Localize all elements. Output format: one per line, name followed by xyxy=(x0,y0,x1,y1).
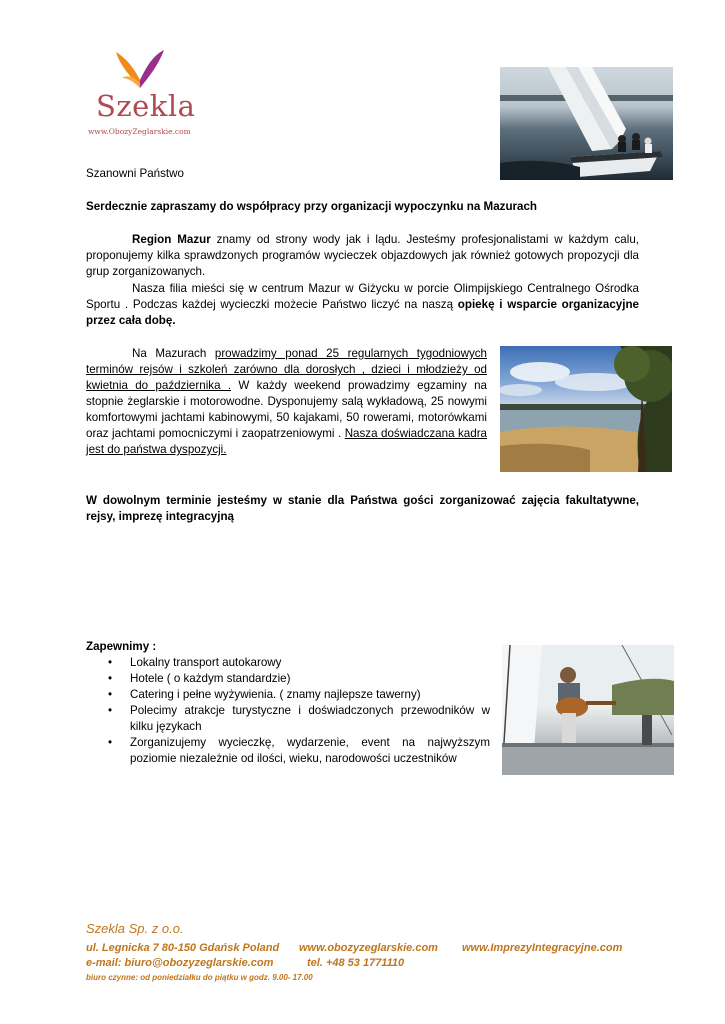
list-item xyxy=(86,703,490,735)
paragraph-cruises-text: W każdy weekend prowadzimy egzaminy na stopnie żeglarskie i motorowodne. Dysponujemy salą wykładową, 25 nowymi komfortowymi jachtami kabinowymi, 50 kajakami, 50 rowerami, motorówkami oraz jachtami pomocniczymi i zaopatrzeniowymi . xyxy=(86,379,487,440)
service-text: Zorganizujemy wycieczkę, wydarzenie, event na najwyższym poziomie niezależnie od ilości, wieku, narodowości uczestników xyxy=(130,736,490,765)
paragraph-branch xyxy=(86,281,639,329)
butterfly-logo-icon xyxy=(114,48,166,92)
care-support-bold: opiekę i wsparcie organizacyjne przez cała dobę. xyxy=(86,298,639,327)
logo-wordmark: Szekla xyxy=(96,89,196,123)
staff-underlined: Nasza doświadczana kadra jest do państwa dyspozycji. xyxy=(86,427,487,456)
list-item xyxy=(86,687,490,703)
letter-heading: Serdecznie zapraszamy do współpracy przy organizacji wypoczynku na Mazurach xyxy=(86,200,538,213)
paragraph-cruises xyxy=(86,346,487,458)
services-heading: Zapewnimy : xyxy=(86,640,157,653)
service-text: Hotele ( o każdym standardzie) xyxy=(130,672,291,685)
footer-email[interactable]: e-mail: biuro@obozyzeglarskie.com xyxy=(86,957,274,969)
cruises-underlined: prowadzimy ponad 25 regularnych tygodniowych terminów rejsów i szkoleń zarówno dla dorosłych , dzieci i młodzieży od kwietnia do października . xyxy=(86,347,487,392)
footer-address: ul. Legnicka 7 80-150 Gdańsk Poland xyxy=(86,942,280,954)
bullet: • xyxy=(108,656,113,669)
logo-url: www.ObozyZeglarskie.com xyxy=(88,127,191,136)
footer-website-1[interactable]: www.obozyzeglarskie.com xyxy=(299,942,438,954)
bullet: • xyxy=(108,688,113,701)
services-list xyxy=(86,655,490,767)
bullet: • xyxy=(108,672,113,685)
paragraph-optional-activities: W dowolnym terminie jesteśmy w stanie dla Państwa gości zorganizować zajęcia fakultatywne, rejsy, imprezę integracyjną xyxy=(86,494,639,523)
list-item xyxy=(86,671,490,687)
service-text: Polecimy atrakcje turystyczne i doświadczonych przewodników w kilku językach xyxy=(130,704,490,733)
bullet: • xyxy=(108,736,113,749)
paragraph-region xyxy=(86,232,639,280)
paragraph-branch-text: Nasza filia mieści się w centrum Mazur w Giżycku w porcie Olimpijskiego Centralnego Ośrodka Sportu . Podczas każdej wycieczki możecie Państwo liczyć na naszą xyxy=(86,282,639,311)
list-item xyxy=(86,735,490,767)
region-mazur-bold: Region Mazur xyxy=(132,233,211,246)
service-text: Lokalny transport autokarowy xyxy=(130,656,282,669)
footer-website-2[interactable]: www.ImprezyIntegracyjne.com xyxy=(462,942,623,954)
lake-shore-photo xyxy=(500,346,672,472)
paragraph-region-text: znamy od strony wody jak i lądu. Jesteśmy profesjonalistami w każdym calu, proponujemy kilka sprawdzonych programów wycieczek objazdowych jak również gotowych propozycji dla grup zorganizowanych. xyxy=(86,233,639,278)
sailing-yacht-photo xyxy=(500,67,673,180)
footer-company: Szekla Sp. z o.o. xyxy=(86,921,184,936)
footer-hours: biuro czynne: od poniedziałku do piątku w godz. 9.00- 17.00 xyxy=(86,973,313,982)
company-logo xyxy=(84,48,194,140)
paragraph-cruises-lead: Na Mazurach xyxy=(132,347,215,360)
salutation: Szanowni Państwo xyxy=(86,167,184,180)
bullet: • xyxy=(108,704,113,717)
list-item xyxy=(86,655,490,671)
guitar-on-boat-photo xyxy=(502,645,674,775)
service-text: Catering i pełne wyżywienia. ( znamy najlepsze tawerny) xyxy=(130,688,421,701)
footer-phone: tel. +48 53 1771110 xyxy=(307,957,405,969)
